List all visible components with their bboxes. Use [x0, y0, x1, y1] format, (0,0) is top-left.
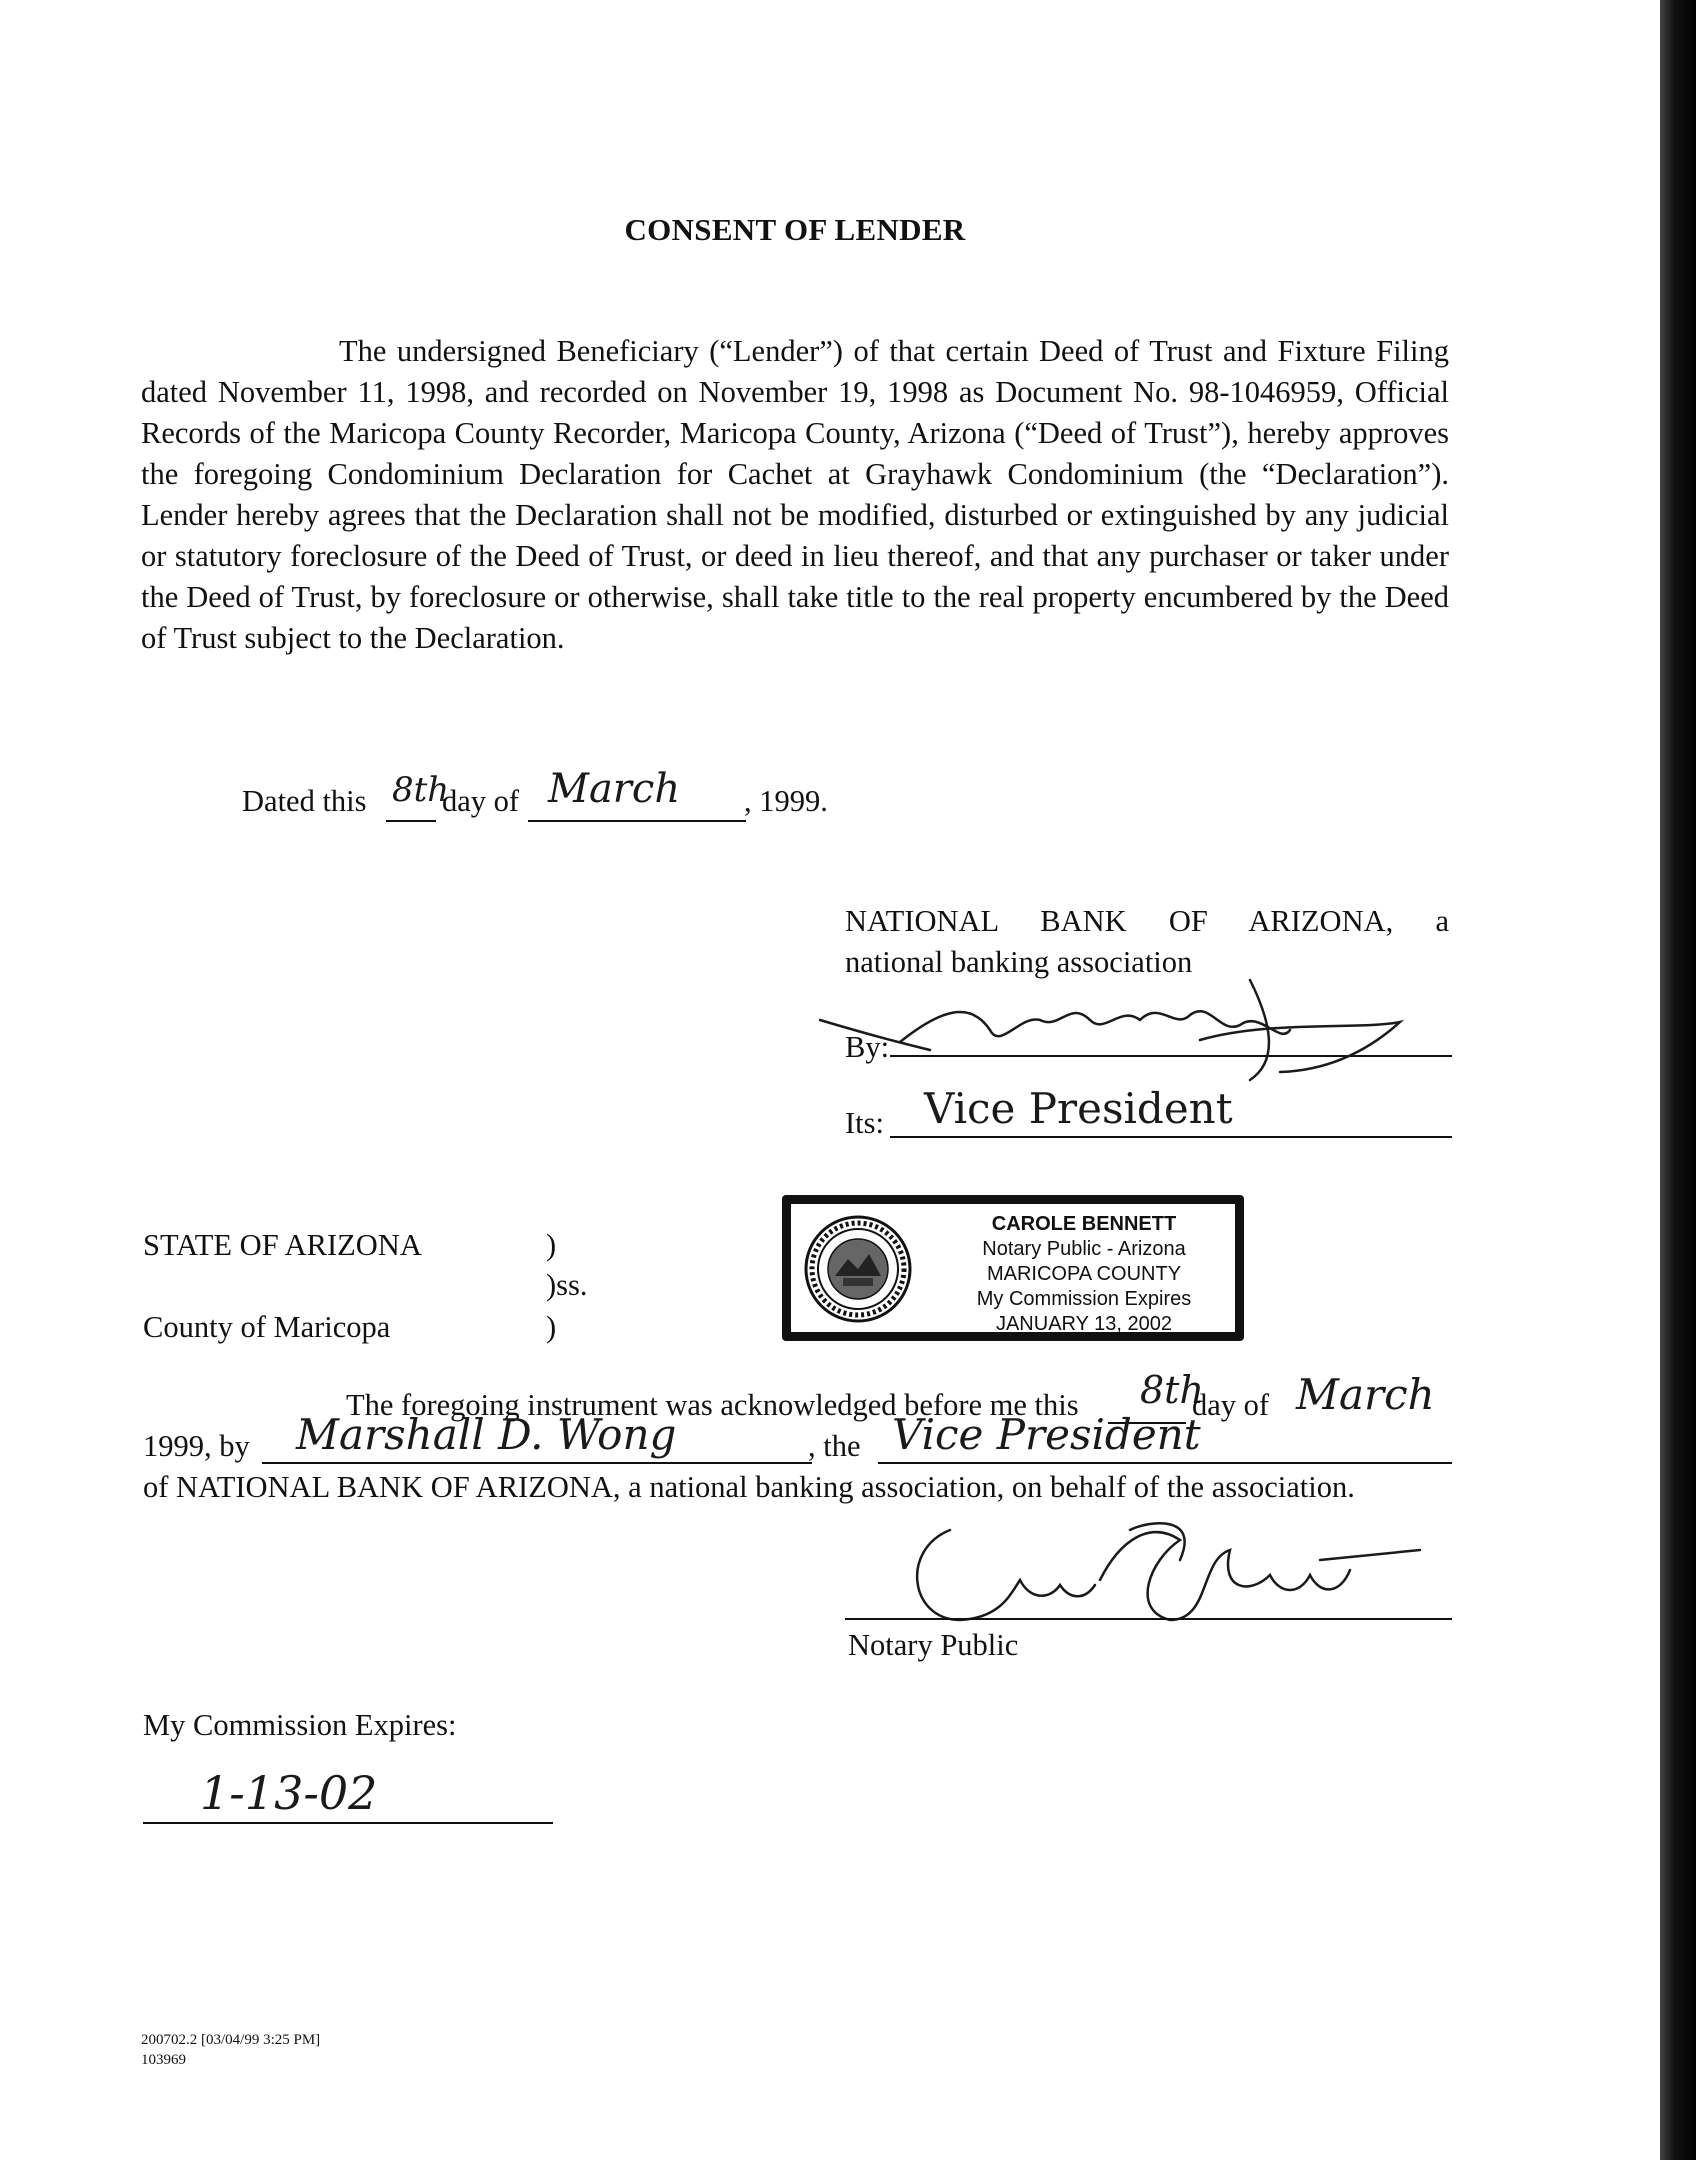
stamp-notary-name: CAROLE BENNETT [991, 1213, 1177, 1235]
by-label: By: [845, 1030, 890, 1064]
document-footer [141, 2030, 320, 2070]
ack-day-handwritten: 8th [1140, 1368, 1204, 1412]
entity-line1: NATIONAL BANK OF ARIZONA, a [845, 904, 1449, 938]
lender-signature [820, 960, 1420, 1090]
ack-part1: The foregoing instrument was acknowledged before me this [346, 1388, 1079, 1422]
stamp-line-2: Notary Public - Arizona [982, 1238, 1186, 1260]
dated-month-handwritten: March [548, 766, 681, 812]
venue-county: County of Maricopa [143, 1310, 391, 1344]
ack-signer-line [262, 1462, 812, 1464]
venue-paren-1: ) [546, 1228, 557, 1262]
stamp-text [939, 1212, 1229, 1337]
consent-paragraph [141, 331, 1449, 659]
document-title: CONSENT OF LENDER [624, 212, 966, 247]
ack-part4: , the [808, 1429, 861, 1463]
dated-month-line [528, 820, 746, 822]
state-seal-icon [803, 1214, 913, 1324]
venue-paren-2: ) [546, 1310, 557, 1344]
footer-line-2: 103969 [141, 2052, 186, 2068]
commission-label: My Commission Expires: [143, 1708, 457, 1742]
stamp-line-3: MARICOPA COUNTY [986, 1263, 1182, 1285]
dated-day-handwritten: 8th [392, 770, 450, 810]
venue-state: STATE OF ARIZONA [143, 1228, 422, 1262]
entity-line2: national banking association [845, 945, 1193, 979]
dated-suffix: , 1999. [744, 784, 828, 818]
ack-part3: 1999, by [143, 1429, 250, 1463]
commission-date-handwritten: 1-13-02 [200, 1766, 378, 1820]
its-line [890, 1136, 1452, 1138]
stamp-line-4: My Commission Expires [976, 1288, 1192, 1310]
its-label: Its: [845, 1106, 884, 1140]
notary-signature-line [845, 1618, 1452, 1620]
notary-label: Notary Public [848, 1628, 1019, 1662]
ack-title-line [878, 1462, 1452, 1464]
venue-ss: )ss. [546, 1268, 588, 1302]
its-handwritten: Vice President [924, 1084, 1233, 1133]
dated-day-line [386, 820, 436, 822]
scan-edge [1660, 0, 1696, 2160]
notary-stamp [782, 1195, 1244, 1341]
footer-line-1: 200702.2 [03/04/99 3:25 PM] [141, 2032, 321, 2048]
ack-signer-handwritten: Marshall D. Wong [296, 1410, 677, 1459]
dated-prefix: Dated this [242, 784, 367, 818]
commission-date-line [143, 1822, 553, 1824]
ack-month-handwritten: March [1296, 1370, 1435, 1419]
consent-paragraph-text: The undersigned Beneficiary (“Lender”) of that certain Deed of Trust and Fixture Filing dated November 11, 1998, and recorded on November 19, 1998 as Document No. 98-1046959, Official Records of the Maricopa County Recorder, Maricopa County, Arizona (“Deed of Trust”), hereby approves the foregoing Condominium Declaration for Cachet at Grayhawk Condominium (the “Declaration”). Lender hereby agrees that the Declaration shall not be modified, disturbed or extinguished by any judicial or statutory foreclosure of the Deed of Trust, or deed in lieu thereof, and that any purchaser or taker under the Deed of Trust, by foreclosure or otherwise, shall take title to the real property encumbered by the Deed of Trust subject to the Declaration. [141, 334, 1449, 655]
ack-line3: of NATIONAL BANK OF ARIZONA, a national banking association, on behalf of the association. [143, 1470, 1355, 1504]
dated-mid: day of [442, 784, 520, 818]
ack-title-handwritten: Vice President [892, 1410, 1201, 1459]
ack-part2: day of [1192, 1388, 1270, 1422]
stamp-line-5: JANUARY 13, 2002 [995, 1313, 1173, 1335]
